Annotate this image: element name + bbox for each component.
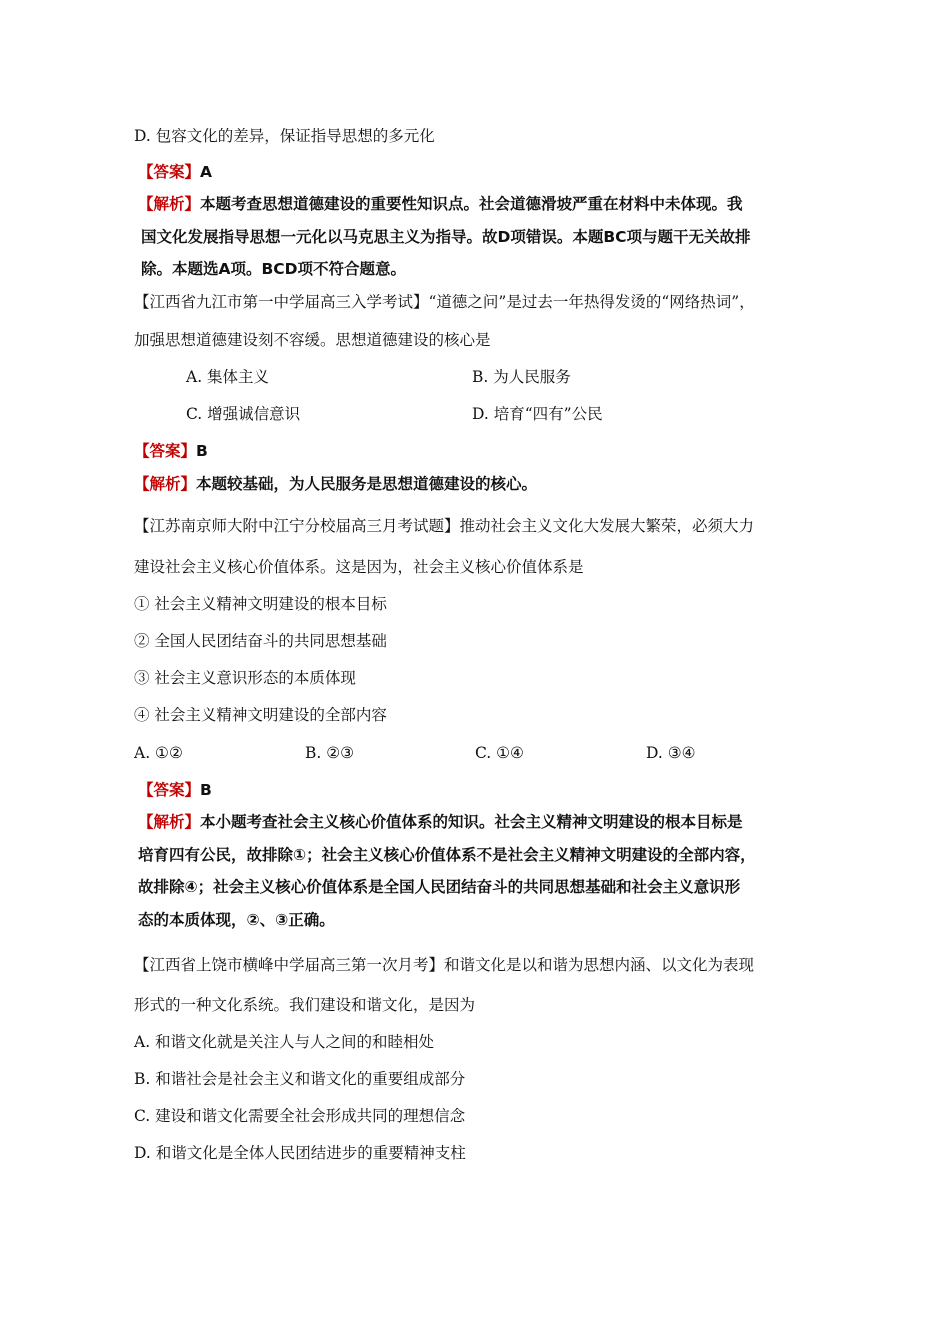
q2-stem-line-2: 建设社会主义核心价值体系。这是因为，社会主义核心价值体系是 bbox=[134, 558, 584, 576]
q2-analysis-line-4: 态的本质体现，②、③正确。 bbox=[138, 911, 335, 929]
q1-option-b: B. 为人民服务 bbox=[472, 368, 571, 386]
answer-tag: 【答案】 bbox=[138, 781, 201, 799]
q3-option-b: B. 和谐社会是社会主义和谐文化的重要组成部分 bbox=[134, 1070, 466, 1088]
prev-analysis-line-1: 【解析】本题考查思想道德建设的重要性知识点。社会道德滑坡严重在材料中未体现。我 bbox=[138, 195, 743, 213]
answer-value: A bbox=[200, 163, 213, 181]
q2-analysis-line-3: 故排除④；社会主义核心价值体系是全国人民团结奋斗的共同思想基础和社会主义意识形 bbox=[138, 878, 741, 896]
q1-option-a: A. 集体主义 bbox=[186, 368, 270, 386]
q1-option-d: D. 培育“四有”公民 bbox=[472, 405, 603, 423]
q1-answer bbox=[134, 441, 208, 461]
q3-stem-line-2: 形式的一种文化系统。我们建设和谐文化，是因为 bbox=[134, 996, 476, 1014]
prev-analysis-line-2: 国文化发展指导思想一元化以马克思主义为指导。故D项错误。本题BC项与题干无关故排 bbox=[141, 228, 751, 246]
q3-option-d: D. 和谐文化是全体人民团结进步的重要精神支柱 bbox=[134, 1144, 466, 1162]
q2-item-4: ④ 社会主义精神文明建设的全部内容 bbox=[134, 706, 387, 724]
q3-option-a: A. 和谐文化就是关注人与人之间的和睦相处 bbox=[134, 1033, 435, 1051]
prev-answer bbox=[138, 162, 212, 182]
q3-option-c: C. 建设和谐文化需要全社会形成共同的理想信念 bbox=[134, 1107, 466, 1125]
q2-option-d: D. ③④ bbox=[646, 744, 696, 762]
q2-answer bbox=[138, 780, 212, 800]
answer-tag: 【答案】 bbox=[134, 442, 197, 460]
analysis-tag: 【解析】 bbox=[134, 475, 197, 493]
q2-stem-line-1: 【江苏南京师大附中江宁分校届高三月考试题】推动社会主义文化大发展大繁荣，必须大力 bbox=[134, 517, 755, 535]
q2-analysis-line-2: 培育四有公民，故排除①；社会主义核心价值体系不是社会主义精神文明建设的全部内容， bbox=[138, 846, 756, 864]
q2-item-1: ① 社会主义精神文明建设的根本目标 bbox=[134, 595, 387, 613]
answer-tag: 【答案】 bbox=[138, 163, 201, 181]
q2-option-c: C. ①④ bbox=[475, 744, 524, 762]
prev-analysis-line-3: 除。本题选A项。BCD项不符合题意。 bbox=[141, 260, 407, 278]
q2-option-b: B. ②③ bbox=[305, 744, 355, 762]
analysis-tag: 【解析】 bbox=[138, 813, 201, 831]
answer-value: B bbox=[196, 442, 208, 460]
q2-item-3: ③ 社会主义意识形态的本质体现 bbox=[134, 669, 356, 687]
answer-value: B bbox=[200, 781, 212, 799]
q3-stem-line-1: 【江西省上饶市横峰中学届高三第一次月考】和谐文化是以和谐为思想内涵、以文化为表现 bbox=[134, 956, 755, 974]
q1-analysis: 【解析】本题较基础，为人民服务是思想道德建设的核心。 bbox=[134, 475, 538, 493]
q2-item-2: ② 全国人民团结奋斗的共同思想基础 bbox=[134, 632, 387, 650]
analysis-tag: 【解析】 bbox=[138, 195, 201, 213]
q1-option-c: C. 增强诚信意识 bbox=[186, 405, 301, 423]
q2-option-a: A. ①② bbox=[134, 744, 183, 762]
q1-stem-line-2: 加强思想道德建设刻不容缓。思想道德建设的核心是 bbox=[134, 331, 491, 349]
prev-option-d: D. 包容文化的差异，保证指导思想的多元化 bbox=[134, 127, 435, 145]
q2-analysis-line-1: 【解析】本小题考查社会主义核心价值体系的知识。社会主义精神文明建设的根本目标是 bbox=[138, 813, 743, 831]
q1-stem-line-1: 【江西省九江市第一中学届高三入学考试】“道德之问”是过去一年热得发烫的“网络热词”， bbox=[134, 293, 755, 311]
